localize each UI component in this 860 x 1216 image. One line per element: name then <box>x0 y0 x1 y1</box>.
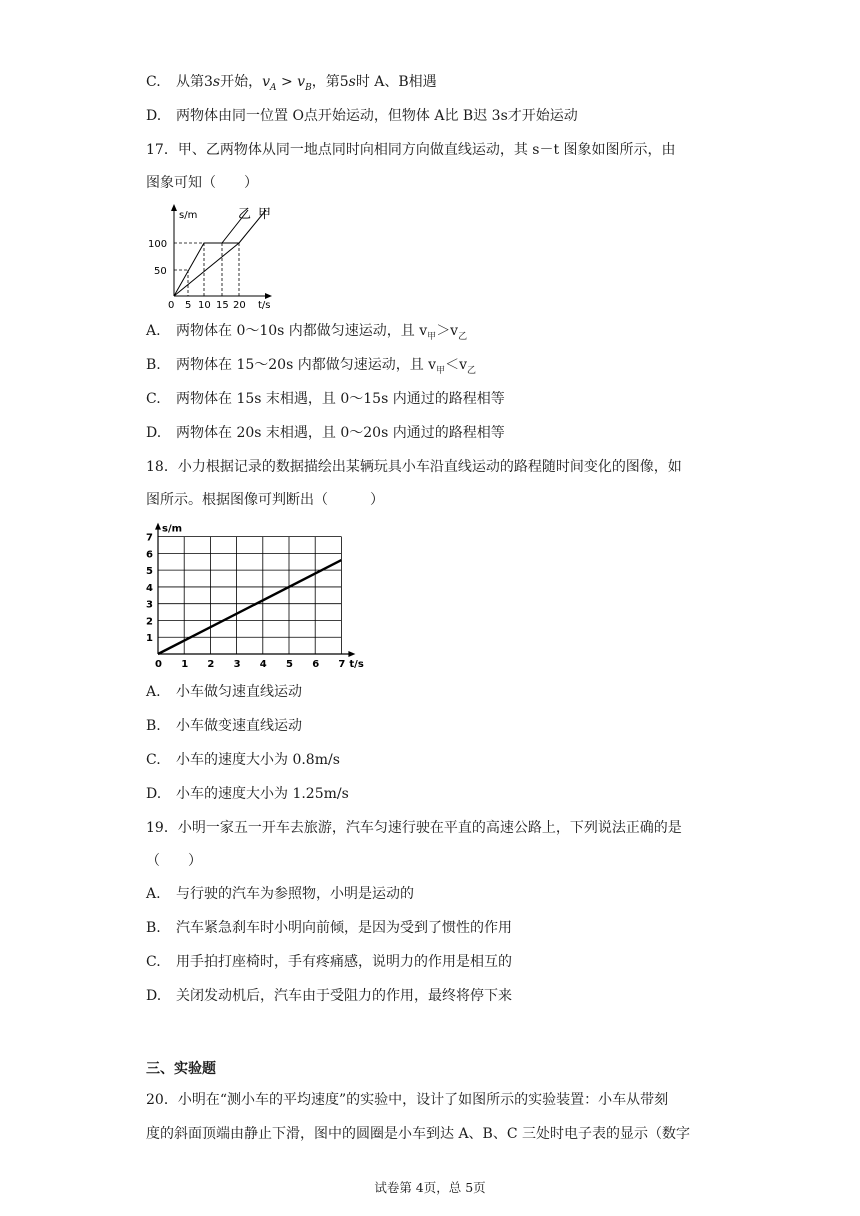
q16-option-c-unit: s <box>212 74 221 90</box>
q18-option-b-text: 小车做变速直线运动 <box>176 718 302 734</box>
q19-option-a <box>146 884 414 904</box>
option-letter: B. <box>146 357 161 373</box>
q17-option-a-text: 两物体在 0～10s 内都做匀速运动，且 v <box>176 323 428 339</box>
q19-option-c <box>146 952 512 972</box>
q17-option-a-op: ＞v <box>436 323 459 339</box>
xtick-label: 4 <box>259 659 267 670</box>
option-letter: C. <box>146 391 161 407</box>
q16-option-c-mid: 开始， <box>220 74 263 90</box>
xtick-label: 0 <box>155 659 162 670</box>
q17-option-b-op: ＜v <box>445 357 468 373</box>
q17-option-d-text: 两物体在 20s 末相遇，且 0～20s 内通过的路程相等 <box>176 425 505 441</box>
option-letter: D. <box>146 425 162 441</box>
label-jia: 甲 <box>258 207 272 222</box>
xtick-label: 1 <box>181 659 189 670</box>
xtick-5: 5 <box>185 300 192 311</box>
q16-option-c-unit2: s <box>348 74 356 90</box>
q17-option-c-text: 两物体在 15s 末相遇，且 0～15s 内通过的路程相等 <box>176 391 505 407</box>
sub-yi: 乙 <box>458 331 468 342</box>
option-letter: D. <box>146 108 162 124</box>
xtick-10: 10 <box>198 300 211 311</box>
q17-option-b <box>146 355 476 381</box>
xtick-label: 5 <box>286 659 293 670</box>
y-axis-arrow <box>171 204 177 211</box>
ytick-label: 6 <box>146 549 153 561</box>
ytick-label: 7 <box>146 532 153 544</box>
xtick-label: 6 <box>312 659 320 670</box>
y-axis-arrow <box>155 523 161 530</box>
option-letter: A. <box>146 323 161 339</box>
q16-option-d-text: 两物体由同一位置 O点开始运动，但物体 A比 B迟 3s才开始运动 <box>176 108 578 124</box>
v-a-symbol: $v_A$ <box>262 74 277 93</box>
option-letter: B. <box>146 718 161 734</box>
q19-option-b <box>146 918 512 938</box>
q18-option-a-text: 小车做匀速直线运动 <box>176 684 302 700</box>
ytick-label: 2 <box>146 616 153 628</box>
sub-yi: 乙 <box>467 365 477 376</box>
sub-jia: 甲 <box>427 331 437 342</box>
ytick-label: 1 <box>146 633 153 645</box>
v-b-symbol: $v_B$ <box>297 74 312 93</box>
q19-option-d <box>146 986 512 1006</box>
series-line <box>158 560 341 654</box>
series-jia <box>174 243 239 296</box>
ytick-50: 50 <box>154 266 167 277</box>
ytick-label: 5 <box>146 566 153 578</box>
section-heading-experiment: 三、实验题 <box>146 1061 216 1077</box>
xtick-label: 3 <box>233 659 241 670</box>
page-footer: 试卷第 4页，总 5页 <box>374 1180 486 1195</box>
q18-option-d-text: 小车的速度大小为 1.25m/s <box>176 786 349 802</box>
q19-option-b-text: 汽车紧急刹车时小明向前倾，是因为受到了惯性的作用 <box>176 920 512 936</box>
ytick-100: 100 <box>148 239 168 250</box>
q17-option-a <box>146 321 467 347</box>
q17-option-c <box>146 389 505 409</box>
option-letter: C. <box>146 954 161 970</box>
q18-stem-line1: 18．小力根据记录的数据描绘出某辆玩具小车沿直线运动的路程随时间变化的图像，如 <box>146 459 682 475</box>
xtick-label: 2 <box>207 659 215 670</box>
q20-line2: 度的斜面顶端由静止下滑，图中的圆圈是小车到达 A、B、C 三处时电子表的显示（数字 <box>146 1126 691 1142</box>
q16-option-c-pre: 从第3 <box>176 74 213 90</box>
q16-option-c-tail3: 时 A、B相遇 <box>355 74 437 90</box>
x-axis-arrow <box>348 651 355 657</box>
ytick-label: 3 <box>146 599 153 611</box>
q17-stem-line2: 图象可知（ ） <box>146 175 258 191</box>
option-letter: D. <box>146 988 162 1004</box>
q18-st-chart <box>140 518 370 674</box>
option-letter: A. <box>146 684 161 700</box>
q19-option-a-text: 与行驶的汽车为参照物，小明是运动的 <box>176 886 414 902</box>
x-axis-label: t/s <box>258 300 271 311</box>
q19-option-d-text: 关闭发动机后，汽车由于受阻力的作用，最终将停下来 <box>176 988 512 1004</box>
q17-stem-line1: 17．甲、乙两物体从同一地点同时向相同方向做直线运动，其 s－t 图象如图所示，由 <box>146 142 676 158</box>
q16-option-d <box>146 106 578 126</box>
q16-option-c-tail: ，第5 <box>311 74 349 90</box>
option-letter: C. <box>146 752 161 768</box>
xtick-20: 20 <box>233 300 246 311</box>
option-letter: C. <box>146 74 161 90</box>
x-axis-label: t/s <box>349 659 364 670</box>
xtick-0: 0 <box>168 300 175 311</box>
option-letter: B. <box>146 920 161 936</box>
option-letter: D. <box>146 786 162 802</box>
label-yi: 乙 <box>238 207 252 222</box>
q18-option-c-text: 小车的速度大小为 0.8m/s <box>176 752 340 768</box>
q20-line1: 20．小明在“测小车的平均速度”的实验中，设计了如图所示的实验装置：小车从带刻 <box>146 1092 669 1108</box>
q19-stem-line2: （ ） <box>146 853 202 869</box>
xtick-15: 15 <box>216 300 229 311</box>
q19-stem-line1: 19．小明一家五一开车去旅游，汽车匀速行驶在平直的高速公路上，下列说法正确的是 <box>146 820 682 836</box>
q17-option-d <box>146 423 505 443</box>
q18-option-b <box>146 716 302 736</box>
q18-option-a <box>146 682 302 702</box>
y-axis-label: s/m <box>162 523 183 535</box>
xtick-label: 7 <box>338 659 346 670</box>
q19-option-c-text: 用手拍打座椅时，手有疼痛感，说明力的作用是相互的 <box>176 954 512 970</box>
sub-jia: 甲 <box>436 365 446 376</box>
y-axis-label: s/m <box>179 210 198 221</box>
x-axis-arrow <box>265 293 272 299</box>
q17-st-graph <box>148 200 290 312</box>
option-letter: A. <box>146 886 161 902</box>
q18-option-d <box>146 784 349 804</box>
q18-option-c <box>146 750 340 770</box>
q16-option-c: C. 从第3s开始，$v_A > v_B$，第5s时 A、B相遇 <box>146 74 437 93</box>
q18-stem-line2: 图所示。根据图像可判断出（ ） <box>146 492 384 508</box>
q17-option-b-text: 两物体在 15～20s 内都做匀速运动，且 v <box>176 357 437 373</box>
ytick-label: 4 <box>146 582 153 594</box>
